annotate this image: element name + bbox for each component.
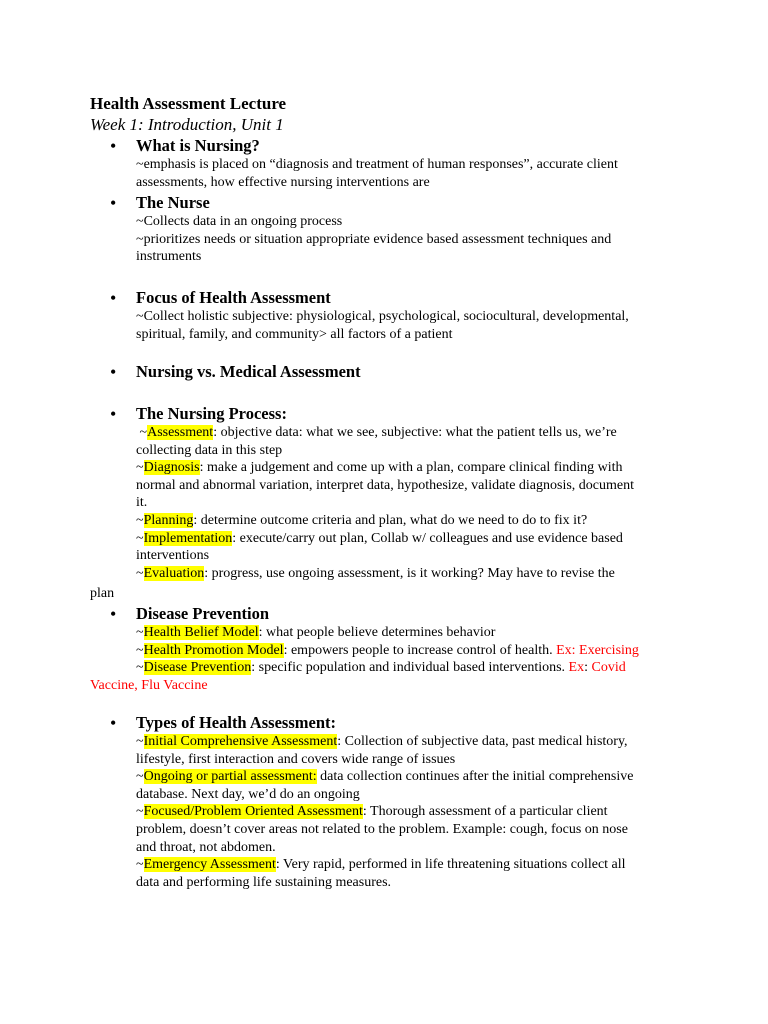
term-description: : specific population and individual based interventions.: [251, 660, 569, 676]
body-line: normal and abnormal variation, interpret data, hypothesize, validate diagnosis, document: [136, 477, 635, 493]
tilde: ~: [136, 460, 144, 476]
term-description: : execute/carry out plan, Collab w/ colleagues and use evidence based: [232, 530, 623, 546]
body-line: [136, 803, 684, 821]
term-description: : Very rapid, performed in life threatening situations collect all: [275, 857, 626, 873]
body-line: [136, 459, 684, 477]
term-description: : what people believe determines behavior: [258, 625, 496, 640]
body-line: data and performing life sustaining measures.: [136, 874, 392, 890]
tilde: ~: [136, 660, 144, 676]
highlight-term-focused-problem: Focused/Problem Oriented Assessment: [143, 804, 363, 820]
highlight-term-health-belief-model: Health Belief Model: [143, 625, 259, 640]
body-line: it.: [136, 495, 148, 511]
body-line: [136, 624, 684, 642]
tilde: ~: [136, 734, 144, 749]
body-line: [136, 733, 684, 751]
body-line: ~emphasis is placed on “diagnosis and treatment of human responses”, accurate client: [136, 157, 618, 172]
example-text-outdented: Vaccine, Flu Vaccine: [90, 678, 208, 693]
tilde: ~: [136, 642, 144, 658]
body-line: and throat, not abdomen.: [136, 839, 276, 855]
term-description: : make a judgement and come up with a plan, compare clinical finding with: [199, 460, 623, 476]
section-the-nurse: [136, 213, 684, 266]
body-line: assessments, how effective nursing interventions are: [136, 174, 430, 190]
tilde: ~: [136, 804, 144, 820]
term-description: : empowers people to increase control of health.: [283, 642, 557, 658]
document-subtitle: Week 1: Introduction, Unit 1: [90, 115, 284, 134]
body-line: [136, 424, 684, 442]
body-line: [136, 856, 684, 874]
body-line: [136, 642, 684, 660]
bullet-icon: •: [110, 404, 117, 424]
highlight-term-evaluation: Evaluation: [143, 565, 205, 581]
highlight-term-initial-comprehensive: Initial Comprehensive Assessment: [143, 734, 338, 749]
body-line: [136, 768, 684, 786]
term-description: : objective data: what we see, subjective: what the patient tells us, we’re: [213, 425, 617, 440]
highlight-term-health-promotion-model: Health Promotion Model: [143, 642, 284, 658]
section-disease-prevention: [136, 624, 684, 677]
tilde: ~: [136, 625, 144, 640]
heading-disease-prevention: Disease Prevention: [136, 604, 270, 623]
term-description: : Collection of subjective data, past medical history,: [337, 734, 628, 749]
highlight-term-ongoing-partial: Ongoing or partial assessment:: [143, 769, 317, 785]
tilde: ~: [136, 512, 144, 528]
bullet-icon: •: [110, 193, 117, 213]
tilde: ~: [136, 857, 144, 873]
heading-nursing-process: The Nursing Process:: [136, 404, 287, 423]
heading-types-of-health-assessment: Types of Health Assessment:: [136, 713, 336, 732]
section-types: [136, 733, 684, 891]
bullet-icon: •: [110, 604, 117, 624]
example-label: Ex: [568, 660, 585, 676]
body-line-outdented: plan: [90, 586, 115, 601]
highlight-term-planning: Planning: [143, 512, 194, 528]
highlight-term-assessment: Assessment: [147, 425, 214, 440]
body-line: database. Next day, we’d do an ongoing: [136, 786, 360, 802]
term-description: : determine outcome criteria and plan, what do we need to do to fix it?: [193, 512, 588, 528]
highlight-term-implementation: Implementation: [143, 530, 233, 546]
body-line: [136, 659, 684, 677]
body-line: problem, doesn’t cover areas not related to the problem. Example: cough, focus on nose: [136, 821, 628, 837]
term-description: : progress, use ongoing assessment, is it working? May have to revise the: [204, 565, 615, 581]
section-what-is-nursing: [136, 156, 684, 191]
example-text: Covid: [591, 660, 626, 676]
body-line: [136, 565, 684, 583]
highlight-term-diagnosis: Diagnosis: [143, 460, 200, 476]
body-line: ~Collect holistic subjective: physiological, psychological, sociocultural, developmental,: [136, 309, 629, 324]
section-focus: [136, 308, 684, 343]
body-line: [136, 530, 684, 548]
body-line: ~prioritizes needs or situation appropriate evidence based assessment techniques and: [136, 231, 612, 247]
document-title: Health Assessment Lecture: [90, 94, 287, 113]
highlight-term-emergency: Emergency Assessment: [143, 857, 276, 873]
heading-focus-of-health-assessment: Focus of Health Assessment: [136, 288, 331, 307]
heading-what-is-nursing: What is Nursing?: [136, 136, 260, 155]
body-line: collecting data in this step: [136, 442, 283, 458]
example-text: Ex: Exercising: [556, 642, 639, 658]
bullet-icon: •: [110, 288, 117, 308]
bullet-icon: •: [110, 713, 117, 733]
term-description: data collection continues after the initial comprehensive: [316, 769, 634, 785]
tilde: ~: [136, 425, 148, 440]
term-description: : Thorough assessment of a particular client: [362, 804, 608, 820]
heading-the-nurse: The Nurse: [136, 193, 210, 212]
highlight-term-disease-prevention: Disease Prevention: [143, 660, 252, 676]
bullet-icon: •: [110, 362, 117, 382]
tilde: ~: [136, 530, 144, 546]
body-line: ~Collects data in an ongoing process: [136, 214, 343, 229]
tilde: ~: [136, 565, 144, 581]
body-line: spiritual, family, and community> all factors of a patient: [136, 326, 453, 342]
body-line: interventions: [136, 548, 210, 564]
bullet-icon: •: [110, 136, 117, 156]
body-line: lifestyle, first interaction and covers wide range of issues: [136, 751, 456, 767]
body-line: instruments: [136, 249, 202, 265]
example-colon: :: [584, 660, 592, 676]
section-nursing-process: [136, 424, 684, 582]
body-line: [136, 512, 684, 530]
heading-nursing-vs-medical: Nursing vs. Medical Assessment: [136, 362, 361, 381]
tilde: ~: [136, 769, 144, 785]
